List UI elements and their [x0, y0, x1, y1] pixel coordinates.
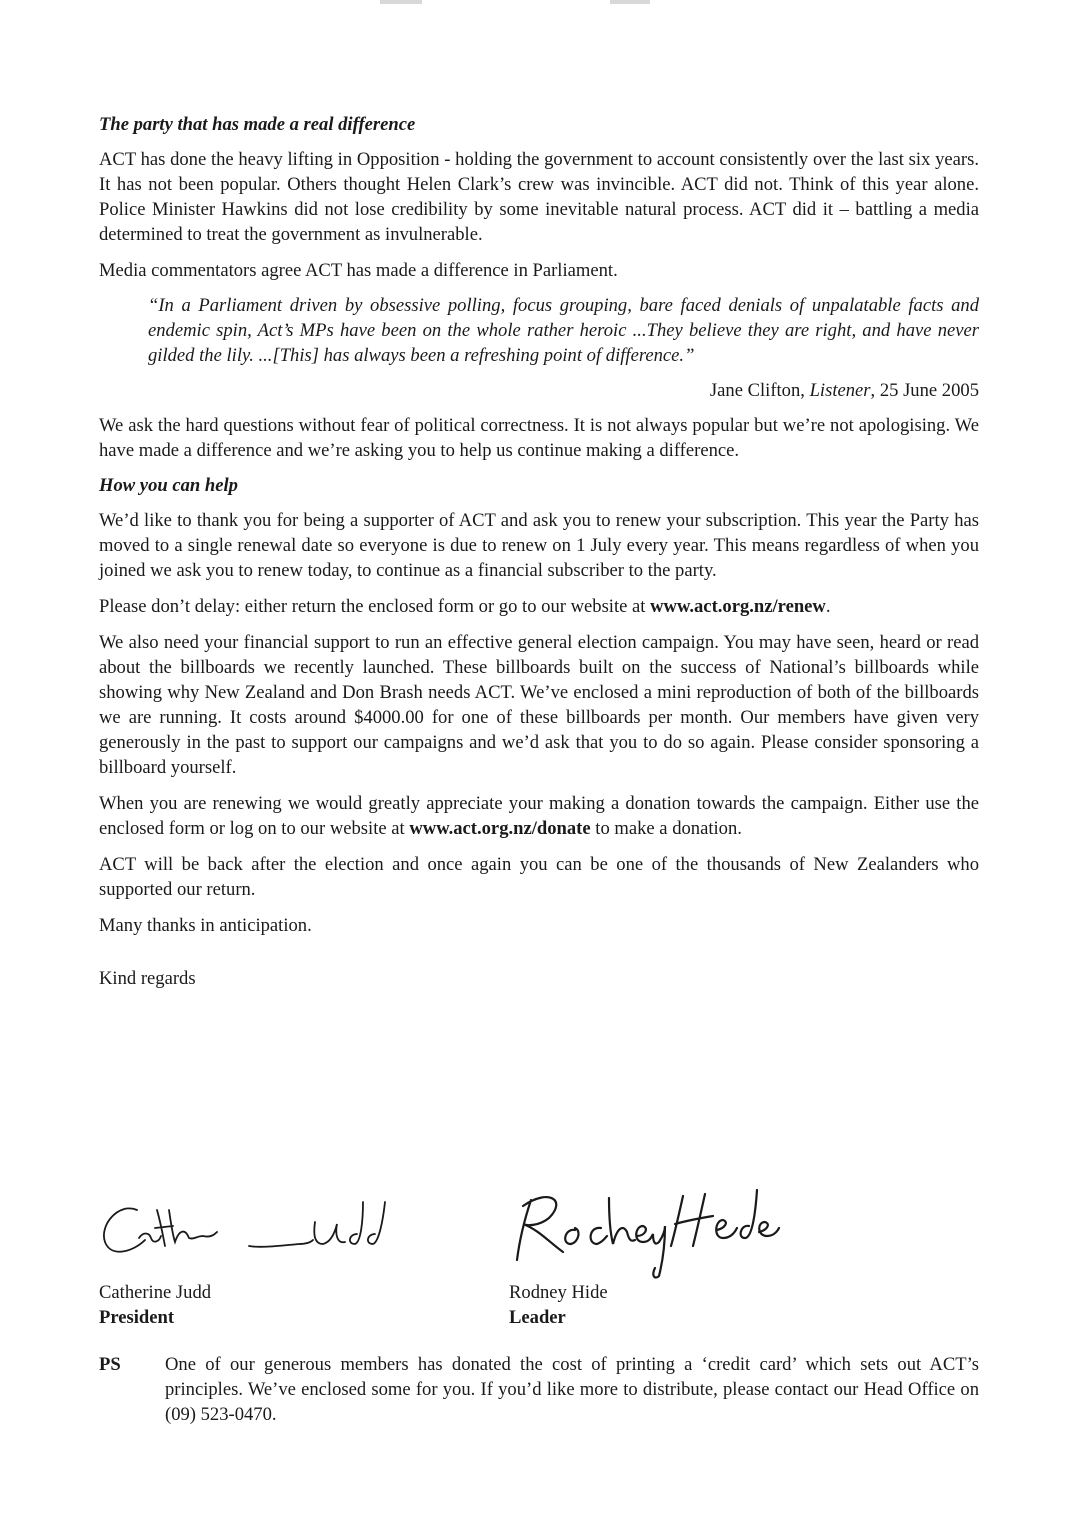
quotation: “In a Parliament driven by obsessive polling, focus grouping, bare faced denials of unpalatable facts and endemic spin, Act’s MPs have been on the whole rather heroic ...They believe they are right, and have never gilded the lily. ...[This] has always been a refreshing point of difference.”: [148, 295, 979, 366]
paragraph-thanks: Many thanks in anticipation.: [99, 915, 312, 936]
quotation-citation: [99, 378, 979, 403]
donation-suffix: to make a donation.: [590, 818, 742, 839]
signature-block-president: [99, 1180, 419, 1330]
section-heading-difference: The party that has made a real difference: [99, 114, 416, 135]
closing-salutation: Kind regards: [99, 968, 196, 989]
paragraph-hard-questions: We ask the hard questions without fear of political correctness. It is not always popular but we’re not apologising. We have made a difference and we’re asking you to help us continue making a difference.: [99, 415, 979, 461]
scan-mark: [380, 0, 422, 4]
postscript-text: One of our generous members has donated the cost of printing a ‘credit card’ which sets out ACT’s principles. We’ve enclosed some for you. If you’d like more to distribute, please contact our Head Office on (09) 523-0470.: [165, 1354, 979, 1425]
paragraph-back-after-election: ACT will be back after the election and once again you can be one of the thousands of New Zealanders who supported our return.: [99, 854, 979, 900]
scan-mark: [610, 0, 650, 4]
renew-link[interactable]: www.act.org.nz/renew: [650, 596, 826, 617]
signature-block-leader: [509, 1180, 829, 1330]
paragraph-dont-delay: [99, 594, 979, 619]
signature-rodney-hide: [509, 1180, 809, 1280]
signatory-role: Leader: [509, 1307, 566, 1328]
dont-delay-text: Please don’t delay: either return the enclosed form or go to our website at: [99, 596, 651, 617]
paragraph-renew: We’d like to thank you for being a supporter of ACT and ask you to renew your subscription. This year the Party has moved to a single renewal date so everyone is due to renew on 1 July every year. This means regardless of when you joined we ask you to renew today, to continue as a financial subscriber to the party.: [99, 510, 979, 581]
donate-link[interactable]: www.act.org.nz/donate: [409, 818, 591, 839]
paragraph-media: Media commentators agree ACT has made a difference in Parliament.: [99, 260, 618, 281]
letter-body: [99, 112, 979, 991]
citation-author: Jane Clifton,: [709, 380, 810, 401]
postscript-label: PS: [99, 1354, 121, 1375]
signature-catherine-judd: [99, 1180, 399, 1280]
citation-date: , 25 June 2005: [870, 380, 979, 401]
donation-text: When you are renewing we would greatly appreciate your making a donation towards the campaign. Either use the enclosed form or log on to our website at: [99, 793, 979, 839]
signature-area: [99, 1180, 979, 1330]
signatory-name: Rodney Hide: [509, 1282, 608, 1303]
postscript: [99, 1352, 979, 1427]
paragraph-billboards: We also need your financial support to run an effective general election campaign. You may have seen, heard or read about the billboards we recently launched. These billboards built on the success of National’s billboards while showing why New Zealand and Don Brash needs ACT. We’ve enclosed a mini reproduction of both of the billboards we are running. It costs around $4000.00 for one of these billboards per month. Our members have given very generously in the past to support our campaigns and we’d ask that you to do so again. Please consider sponsoring a billboard yourself.: [99, 632, 979, 778]
dont-delay-suffix: .: [825, 596, 831, 617]
paragraph-donation: [99, 791, 979, 841]
signatory-name: Catherine Judd: [99, 1282, 212, 1303]
signatory-role: President: [99, 1307, 175, 1328]
section-heading-help: How you can help: [99, 475, 238, 496]
citation-publication: Listener: [809, 380, 871, 401]
paragraph-opposition: ACT has done the heavy lifting in Opposition - holding the government to account consistently over the last six years. It has not been popular. Others thought Helen Clark’s crew was invincible. ACT did not. Think of this year alone. Police Minister Hawkins did not lose credibility by some inevitable natural process. ACT did it – battling a media determined to treat the government as invulnerable.: [99, 149, 979, 245]
